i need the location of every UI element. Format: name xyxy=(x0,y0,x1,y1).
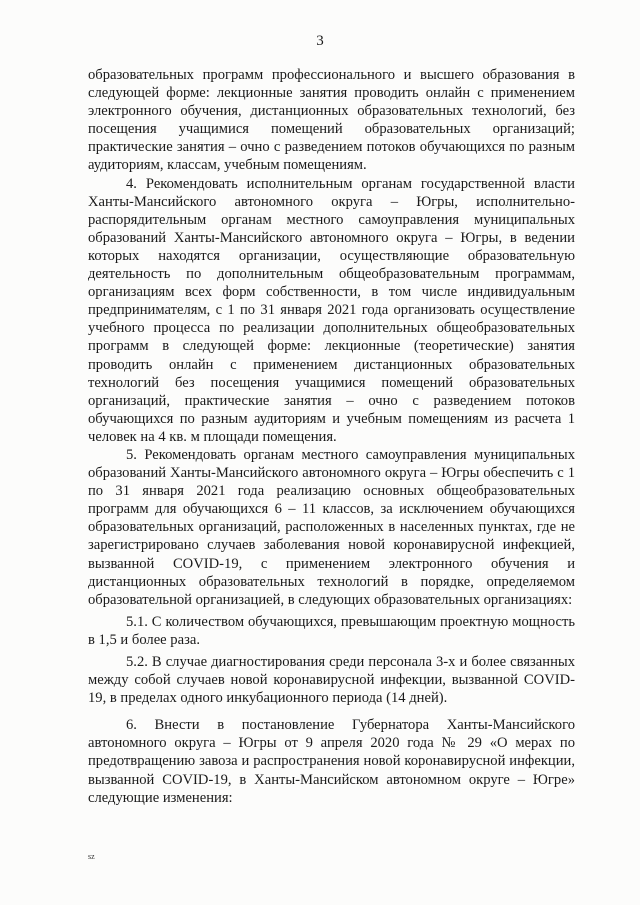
footer-mark: sz xyxy=(88,852,95,861)
paragraph-item-5: 5. Рекомендовать органам местного самоуправления муниципальных образований Ханты-Мансийского автономного округа – Югры обеспечить с 1 по 31 января 2021 года реализацию основных общеобразовательных программ для обучающихся 6 – 11 классов, за исключением обучающихся образовательных организаций, расположенных в населенных пунктах, где не зарегистрировано случаев заболевания новой коронавирусной инфекцией, вызванной COVID-19, с применением электронного обучения и дистанционных образовательных технологий в порядке, определяемом образовательной организацией, в следующих образовательных организациях: xyxy=(88,446,575,608)
paragraph-item-5-1: 5.1. С количеством обучающихся, превышающим проектную мощность в 1,5 и более раза. xyxy=(88,613,575,648)
page-number: 3 xyxy=(316,33,324,49)
paragraph-continuation: образовательных программ профессионального и высшего образования в следующей форме: лекционные занятия проводить онлайн с применением электронного обучения, дистанционных образовательных технологий, без посещения учащимися помещений образовательных организаций; практические занятия – очно с разведением потоков обучающихся по разным аудиториям, классам, учебным помещениям. xyxy=(88,67,575,174)
paragraph-item-4: 4. Рекомендовать исполнительным органам государственной власти Ханты-Мансийского автономного округа – Югры, исполнительно-распорядительным органам местного самоуправления муниципальных образований Ханты-Мансийского автономного округа – Югры, в ведении которых находятся организации, осуществляющие образовательную деятельность по дополнительным общеобразовательным программам, организациям всех форм собственности, в том числе индивидуальным предпринимателям, с 1 по 31 января 2021 года организовать осуществление учебного процесса по реализации дополнительных общеобразовательных программ в следующей форме: лекционные (теоретические) занятия проводить онлайн с применением дистанционных образовательных технологий без посещения учащимися помещений образовательных организаций, практические занятия – очно с разведением потоков обучающихся по разным аудиториям и учебным помещениям из расчета 1 человек на 4 кв. м площади помещения. xyxy=(88,175,575,445)
document-body xyxy=(88,66,575,807)
paragraph-item-6: 6. Внести в постановление Губернатора Ханты-Мансийского автономного округа – Югры от 9 апреля 2020 года № 29 «О мерах по предотвращению завоза и распространения новой коронавирусной инфекции, вызванной COVID-19, в Ханты-Мансийском автономном округе – Югре» следующие изменения: xyxy=(88,717,575,806)
paragraph-item-5-2: 5.2. В случае диагностирования среди персонала 3-х и более связанных между собой случаев новой коронавирусной инфекции, вызванной COVID-19, в пределах одного инкубационного периода (14 дней). xyxy=(88,654,575,707)
